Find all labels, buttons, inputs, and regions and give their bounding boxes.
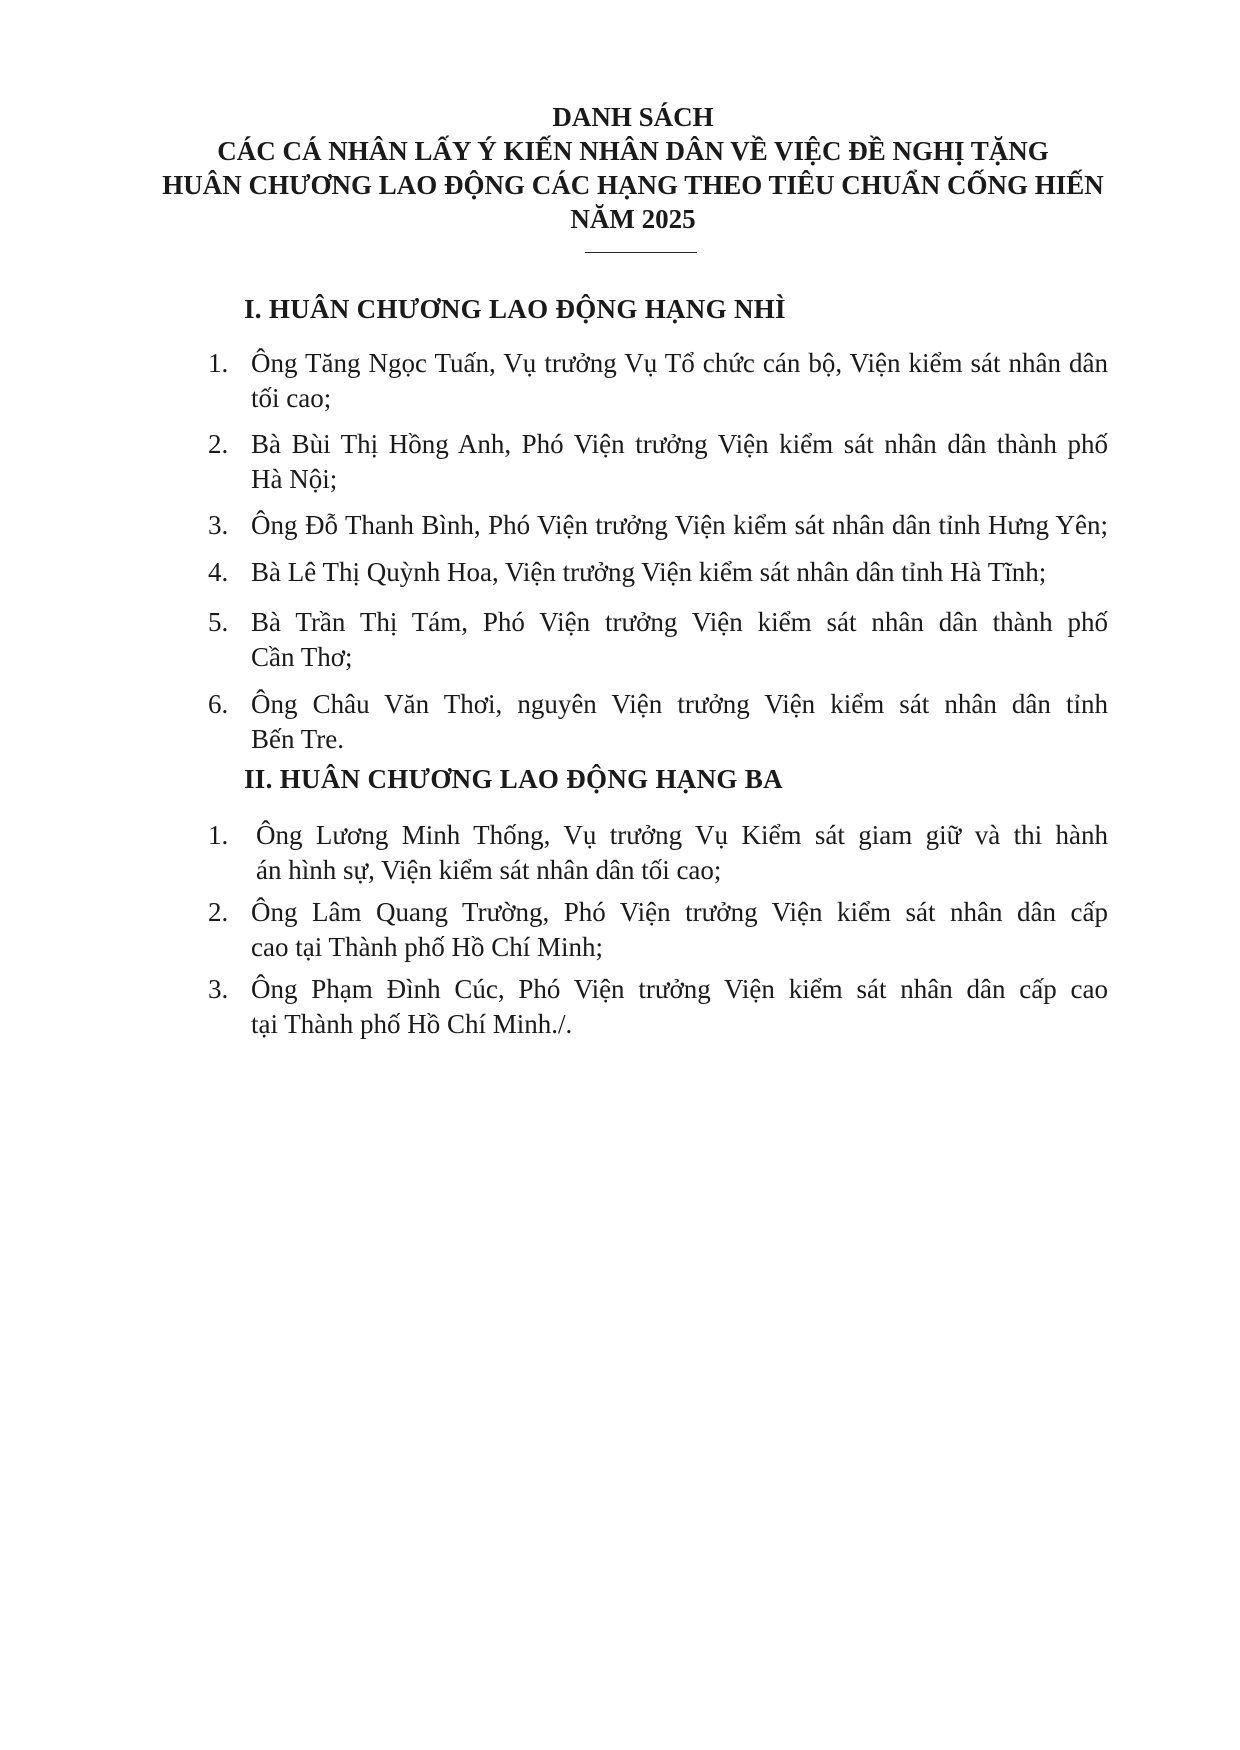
- item-text-continued: tại Thành phố Hồ Chí Minh./.: [251, 1009, 573, 1039]
- section-title-hang-ba: II. HUÂN CHƯƠNG LAO ĐỘNG HẠNG BA: [244, 764, 783, 794]
- item-number: 6.: [208, 689, 229, 719]
- list-item: [208, 346, 1108, 416]
- item-text-continued: Hà Nội;: [251, 464, 338, 494]
- list-item: [208, 427, 1108, 497]
- item-text: Ông Tăng Ngọc Tuấn, Vụ trưởng Vụ Tổ chức cán bộ, Viện kiểm sát nhân dân: [251, 348, 1108, 378]
- list-item: [208, 687, 1108, 757]
- list-item: [208, 895, 1108, 965]
- item-text: Ông Lương Minh Thống, Vụ trưởng Vụ Kiểm sát giam giữ và thi hành: [256, 820, 1108, 850]
- item-number: 2.: [208, 429, 229, 459]
- item-text: Ông Châu Văn Thơi, nguyên Viện trưởng Viện kiểm sát nhân dân tỉnh: [251, 689, 1108, 719]
- item-number: 1.: [208, 348, 229, 378]
- section-title-hang-nhi: I. HUÂN CHƯƠNG LAO ĐỘNG HẠNG NHÌ: [244, 294, 786, 324]
- document-header: [13, 100, 1240, 236]
- header-subtitle-line-2: HUÂN CHƯƠNG LAO ĐỘNG CÁC HẠNG THEO TIÊU CHUẨN CỐNG HIẾN: [162, 170, 1104, 200]
- item-text-continued: tối cao;: [251, 383, 332, 413]
- header-title: DANH SÁCH: [552, 102, 714, 132]
- header-subtitle-line-1: CÁC CÁ NHÂN LẤY Ý KIẾN NHÂN DÂN VỀ VIỆC ĐỀ NGHỊ TẶNG: [217, 136, 1049, 166]
- item-text-continued: cao tại Thành phố Hồ Chí Minh;: [251, 932, 603, 962]
- header-divider: [585, 252, 697, 253]
- list-item: [208, 555, 1108, 590]
- item-text-continued: án hình sự, Viện kiểm sát nhân dân tối cao;: [256, 855, 722, 885]
- list-item: [208, 508, 1108, 543]
- header-year: NĂM 2025: [570, 204, 696, 234]
- item-text: Ông Đỗ Thanh Bình, Phó Viện trưởng Viện kiểm sát nhân dân tỉnh Hưng Yên;: [251, 510, 1108, 540]
- item-number: 5.: [208, 607, 229, 637]
- list-item: [208, 605, 1108, 675]
- item-number: 4.: [208, 557, 229, 587]
- item-text-continued: Bến Tre.: [251, 724, 345, 754]
- item-text: Ông Lâm Quang Trường, Phó Viện trưởng Viện kiểm sát nhân dân cấp: [251, 897, 1108, 927]
- item-number: 3.: [208, 510, 229, 540]
- item-text-continued: Cần Thơ;: [251, 642, 353, 672]
- item-number: 2.: [208, 897, 229, 927]
- item-number: 3.: [208, 974, 229, 1004]
- item-number: 1.: [208, 820, 229, 850]
- list-item: [208, 818, 1108, 888]
- item-text: Bà Trần Thị Tám, Phó Viện trưởng Viện kiểm sát nhân dân thành phố: [251, 607, 1108, 637]
- list-item: [208, 972, 1108, 1042]
- item-text: Bà Lê Thị Quỳnh Hoa, Viện trưởng Viện kiểm sát nhân dân tỉnh Hà Tĩnh;: [251, 557, 1047, 587]
- item-text: Bà Bùi Thị Hồng Anh, Phó Viện trưởng Viện kiểm sát nhân dân thành phố: [251, 429, 1108, 459]
- item-text: Ông Phạm Đình Cúc, Phó Viện trưởng Viện kiểm sát nhân dân cấp cao: [251, 974, 1108, 1004]
